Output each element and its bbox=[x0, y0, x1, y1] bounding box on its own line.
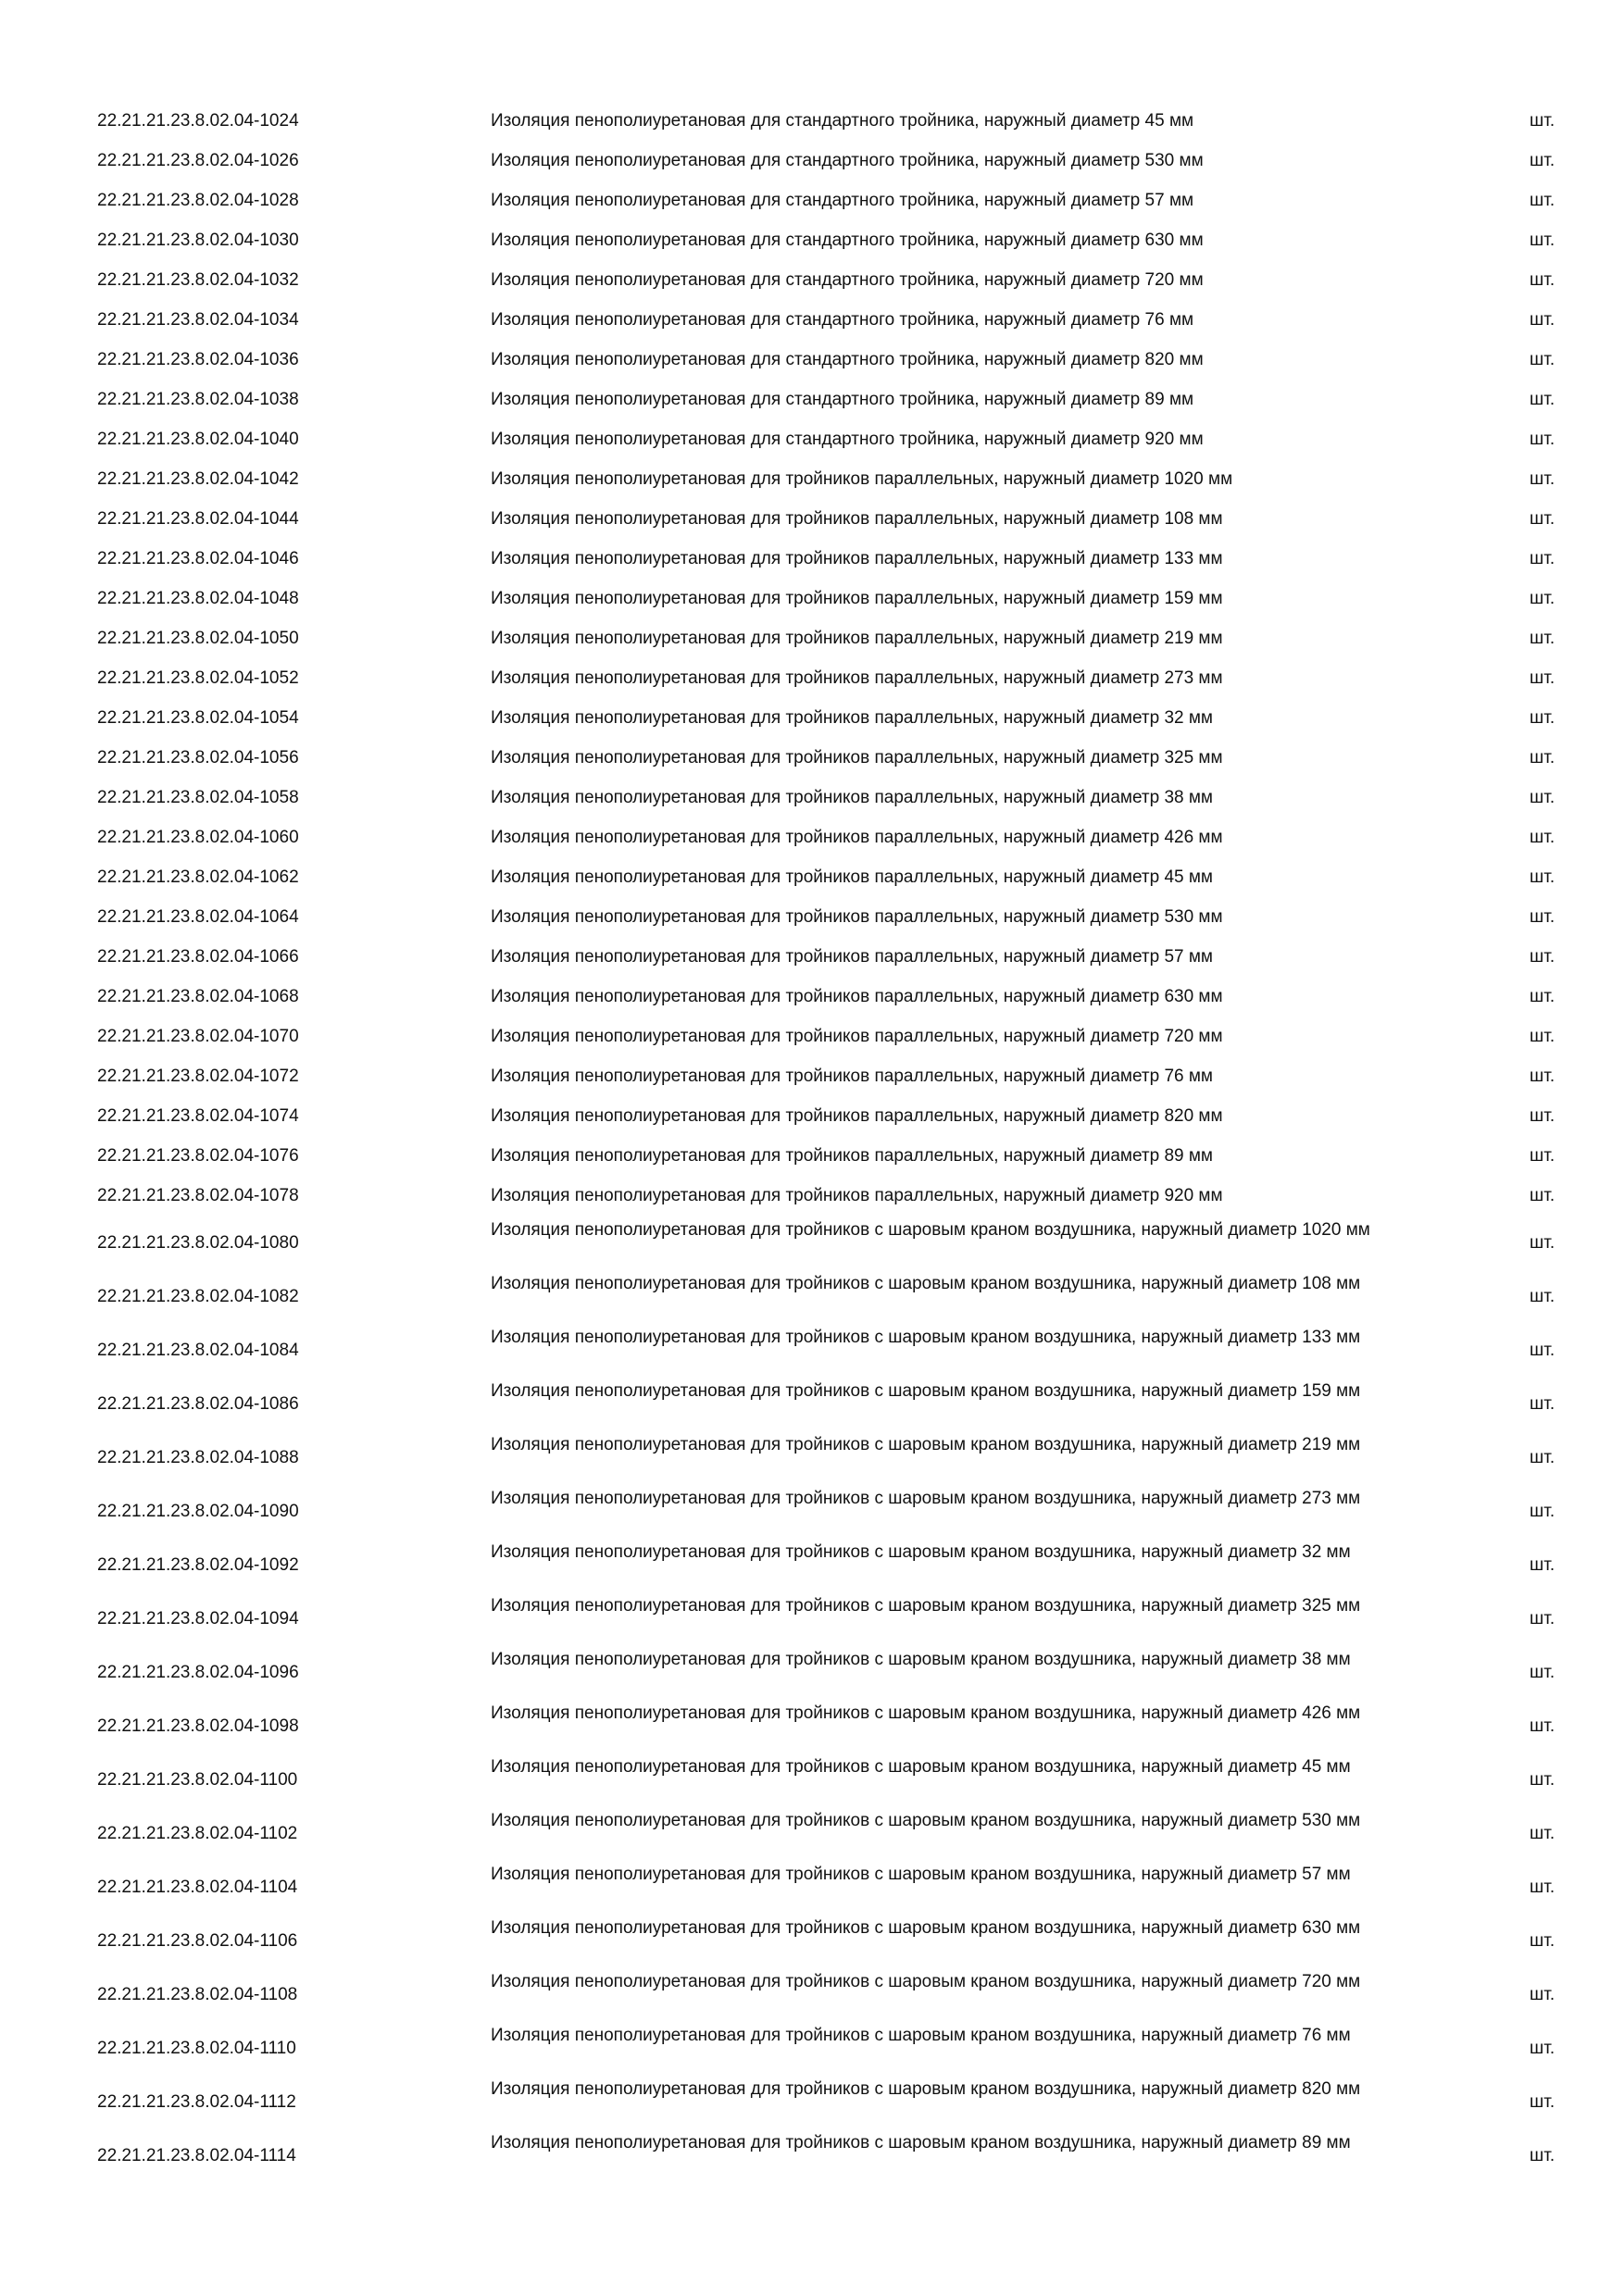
item-description: Изоляция пенополиуретановая для тройников параллельных, наружный диаметр 159 мм bbox=[491, 589, 1223, 608]
item-unit: шт. bbox=[1530, 1663, 1555, 1682]
table-row bbox=[0, 1177, 1624, 1217]
table-row bbox=[0, 699, 1624, 739]
item-unit: шт. bbox=[1530, 1233, 1555, 1253]
table-body bbox=[0, 102, 1624, 2183]
item-description: Изоляция пенополиуретановая для тройников с шаровым краном воздушника, наружный диаметр 820 мм bbox=[491, 2079, 1361, 2099]
item-unit: шт. bbox=[1530, 1287, 1555, 1306]
table-row bbox=[0, 978, 1624, 1017]
item-code: 22.21.21.23.8.02.04-1076 bbox=[97, 1146, 299, 1166]
item-code: 22.21.21.23.8.02.04-1062 bbox=[97, 867, 299, 887]
item-unit: шт. bbox=[1530, 947, 1555, 967]
table-row bbox=[0, 619, 1624, 659]
table-row bbox=[0, 500, 1624, 540]
item-code: 22.21.21.23.8.02.04-1060 bbox=[97, 828, 299, 847]
item-description: Изоляция пенополиуретановая для тройников параллельных, наружный диаметр 219 мм bbox=[491, 629, 1223, 648]
item-description: Изоляция пенополиуретановая для стандартного тройника, наружный диаметр 76 мм bbox=[491, 310, 1194, 330]
item-code: 22.21.21.23.8.02.04-1078 bbox=[97, 1186, 299, 1205]
item-code: 22.21.21.23.8.02.04-1044 bbox=[97, 509, 299, 529]
table-row bbox=[0, 1217, 1624, 1270]
table-row bbox=[0, 1968, 1624, 2022]
item-code: 22.21.21.23.8.02.04-1064 bbox=[97, 907, 299, 927]
item-code: 22.21.21.23.8.02.04-1104 bbox=[97, 1878, 298, 1897]
item-unit: шт. bbox=[1530, 2039, 1555, 2058]
item-code: 22.21.21.23.8.02.04-1056 bbox=[97, 748, 299, 767]
item-description: Изоляция пенополиуретановая для тройников с шаровым краном воздушника, наружный диаметр 159 мм bbox=[491, 1381, 1361, 1401]
item-unit: шт. bbox=[1530, 987, 1555, 1006]
item-unit: шт. bbox=[1530, 1502, 1555, 1521]
item-unit: шт. bbox=[1530, 1027, 1555, 1046]
item-code: 22.21.21.23.8.02.04-1028 bbox=[97, 191, 299, 210]
item-unit: шт. bbox=[1530, 191, 1555, 210]
item-description: Изоляция пенополиуретановая для тройников с шаровым краном воздушника, наружный диаметр 89 мм bbox=[491, 2133, 1351, 2152]
item-unit: шт. bbox=[1530, 1448, 1555, 1467]
item-code: 22.21.21.23.8.02.04-1052 bbox=[97, 668, 299, 688]
item-code: 22.21.21.23.8.02.04-1030 bbox=[97, 231, 299, 250]
item-code: 22.21.21.23.8.02.04-1088 bbox=[97, 1448, 299, 1467]
table-row bbox=[0, 381, 1624, 420]
table-row bbox=[0, 2129, 1624, 2183]
table-row bbox=[0, 2022, 1624, 2076]
item-unit: шт. bbox=[1530, 668, 1555, 688]
item-unit: шт. bbox=[1530, 1609, 1555, 1628]
item-description: Изоляция пенополиуретановая для тройников параллельных, наружный диаметр 720 мм bbox=[491, 1027, 1223, 1046]
item-unit: шт. bbox=[1530, 788, 1555, 807]
table-row bbox=[0, 1807, 1624, 1861]
item-unit: шт. bbox=[1530, 231, 1555, 250]
item-unit: шт. bbox=[1530, 1555, 1555, 1575]
table-row bbox=[0, 1324, 1624, 1378]
item-unit: шт. bbox=[1530, 1146, 1555, 1166]
item-description: Изоляция пенополиуретановая для тройников параллельных, наружный диаметр 45 мм bbox=[491, 867, 1213, 887]
item-description: Изоляция пенополиуретановая для стандартного тройника, наружный диаметр 530 мм bbox=[491, 151, 1204, 170]
item-unit: шт. bbox=[1530, 1931, 1555, 1951]
item-code: 22.21.21.23.8.02.04-1074 bbox=[97, 1106, 299, 1126]
item-code: 22.21.21.23.8.02.04-1050 bbox=[97, 629, 299, 648]
table-row bbox=[0, 1097, 1624, 1137]
item-description: Изоляция пенополиуретановая для тройников параллельных, наружный диаметр 530 мм bbox=[491, 907, 1223, 927]
item-code: 22.21.21.23.8.02.04-1042 bbox=[97, 469, 299, 489]
table-row bbox=[0, 420, 1624, 460]
item-unit: шт. bbox=[1530, 907, 1555, 927]
item-unit: шт. bbox=[1530, 390, 1555, 409]
table-row bbox=[0, 1915, 1624, 1968]
item-unit: шт. bbox=[1530, 589, 1555, 608]
item-code: 22.21.21.23.8.02.04-1114 bbox=[97, 2146, 296, 2165]
item-description: Изоляция пенополиуретановая для тройников с шаровым краном воздушника, наружный диаметр 530 мм bbox=[491, 1811, 1361, 1830]
item-description: Изоляция пенополиуретановая для стандартного тройника, наружный диаметр 630 мм bbox=[491, 231, 1204, 250]
item-description: Изоляция пенополиуретановая для тройников с шаровым краном воздушника, наружный диаметр 57 мм bbox=[491, 1865, 1351, 1884]
item-code: 22.21.21.23.8.02.04-1098 bbox=[97, 1716, 299, 1736]
item-description: Изоляция пенополиуретановая для тройников с шаровым краном воздушника, наружный диаметр 133 мм bbox=[491, 1328, 1361, 1347]
item-unit: шт. bbox=[1530, 708, 1555, 728]
item-code: 22.21.21.23.8.02.04-1102 bbox=[97, 1824, 298, 1843]
table-row bbox=[0, 938, 1624, 978]
item-unit: шт. bbox=[1530, 1824, 1555, 1843]
item-description: Изоляция пенополиуретановая для тройников параллельных, наружный диаметр 89 мм bbox=[491, 1146, 1213, 1166]
table-row bbox=[0, 858, 1624, 898]
table-row bbox=[0, 142, 1624, 181]
table-row bbox=[0, 460, 1624, 500]
table-row bbox=[0, 1646, 1624, 1700]
table-row bbox=[0, 181, 1624, 221]
table-row bbox=[0, 1485, 1624, 1539]
item-description: Изоляция пенополиуретановая для стандартного тройника, наружный диаметр 920 мм bbox=[491, 430, 1204, 449]
item-unit: шт. bbox=[1530, 2092, 1555, 2112]
table-row bbox=[0, 102, 1624, 142]
item-code: 22.21.21.23.8.02.04-1040 bbox=[97, 430, 299, 449]
item-code: 22.21.21.23.8.02.04-1058 bbox=[97, 788, 299, 807]
item-description: Изоляция пенополиуретановая для тройников параллельных, наружный диаметр 1020 мм bbox=[491, 469, 1233, 489]
item-description: Изоляция пенополиуретановая для тройников параллельных, наружный диаметр 133 мм bbox=[491, 549, 1223, 568]
item-code: 22.21.21.23.8.02.04-1090 bbox=[97, 1502, 299, 1521]
item-description: Изоляция пенополиуретановая для тройников параллельных, наружный диаметр 32 мм bbox=[491, 708, 1213, 728]
table-row bbox=[0, 301, 1624, 341]
item-unit: шт. bbox=[1530, 509, 1555, 529]
table-row bbox=[0, 739, 1624, 779]
item-unit: шт. bbox=[1530, 430, 1555, 449]
item-code: 22.21.21.23.8.02.04-1108 bbox=[97, 1985, 298, 2004]
item-code: 22.21.21.23.8.02.04-1084 bbox=[97, 1341, 299, 1360]
item-description: Изоляция пенополиуретановая для тройников с шаровым краном воздушника, наружный диаметр 108 мм bbox=[491, 1274, 1361, 1293]
item-description: Изоляция пенополиуретановая для тройников параллельных, наружный диаметр 273 мм bbox=[491, 668, 1223, 688]
item-description: Изоляция пенополиуретановая для стандартного тройника, наружный диаметр 720 мм bbox=[491, 270, 1204, 290]
item-unit: шт. bbox=[1530, 1770, 1555, 1790]
item-unit: шт. bbox=[1530, 549, 1555, 568]
item-description: Изоляция пенополиуретановая для тройников с шаровым краном воздушника, наружный диаметр 273 мм bbox=[491, 1489, 1361, 1508]
table-row bbox=[0, 221, 1624, 261]
item-unit: шт. bbox=[1530, 1394, 1555, 1414]
table-row bbox=[0, 1137, 1624, 1177]
item-description: Изоляция пенополиуретановая для тройников параллельных, наружный диаметр 57 мм bbox=[491, 947, 1213, 967]
item-description: Изоляция пенополиуретановая для тройников с шаровым краном воздушника, наружный диаметр 630 мм bbox=[491, 1918, 1361, 1938]
item-unit: шт. bbox=[1530, 748, 1555, 767]
item-unit: шт. bbox=[1530, 2146, 1555, 2165]
table-row bbox=[0, 1539, 1624, 1592]
item-description: Изоляция пенополиуретановая для тройников с шаровым краном воздушника, наружный диаметр 219 мм bbox=[491, 1435, 1361, 1454]
item-code: 22.21.21.23.8.02.04-1106 bbox=[97, 1931, 298, 1951]
item-code: 22.21.21.23.8.02.04-1046 bbox=[97, 549, 299, 568]
item-description: Изоляция пенополиуретановая для тройников с шаровым краном воздушника, наружный диаметр 76 мм bbox=[491, 2026, 1351, 2045]
item-code: 22.21.21.23.8.02.04-1034 bbox=[97, 310, 299, 330]
table-row bbox=[0, 1700, 1624, 1753]
item-description: Изоляция пенополиуретановая для тройников с шаровым краном воздушника, наружный диаметр 32 мм bbox=[491, 1542, 1351, 1562]
table-row bbox=[0, 818, 1624, 858]
item-code: 22.21.21.23.8.02.04-1032 bbox=[97, 270, 299, 290]
item-unit: шт. bbox=[1530, 1106, 1555, 1126]
item-code: 22.21.21.23.8.02.04-1072 bbox=[97, 1067, 299, 1086]
item-unit: шт. bbox=[1530, 1716, 1555, 1736]
table-row bbox=[0, 1378, 1624, 1431]
item-code: 22.21.21.23.8.02.04-1086 bbox=[97, 1394, 299, 1414]
item-code: 22.21.21.23.8.02.04-1092 bbox=[97, 1555, 299, 1575]
item-code: 22.21.21.23.8.02.04-1110 bbox=[97, 2039, 296, 2058]
item-code: 22.21.21.23.8.02.04-1112 bbox=[97, 2092, 296, 2112]
item-unit: шт. bbox=[1530, 310, 1555, 330]
item-description: Изоляция пенополиуретановая для тройников параллельных, наружный диаметр 76 мм bbox=[491, 1067, 1213, 1086]
table-row bbox=[0, 2076, 1624, 2129]
item-description: Изоляция пенополиуретановая для тройников с шаровым краном воздушника, наружный диаметр 325 мм bbox=[491, 1596, 1361, 1616]
item-description: Изоляция пенополиуретановая для тройников параллельных, наружный диаметр 38 мм bbox=[491, 788, 1213, 807]
item-unit: шт. bbox=[1530, 270, 1555, 290]
table-row bbox=[0, 580, 1624, 619]
item-code: 22.21.21.23.8.02.04-1080 bbox=[97, 1233, 299, 1253]
item-code: 22.21.21.23.8.02.04-1066 bbox=[97, 947, 299, 967]
item-description: Изоляция пенополиуретановая для тройников с шаровым краном воздушника, наружный диаметр 426 мм bbox=[491, 1703, 1361, 1723]
item-unit: шт. bbox=[1530, 350, 1555, 369]
item-description: Изоляция пенополиуретановая для тройников параллельных, наружный диаметр 426 мм bbox=[491, 828, 1223, 847]
item-description: Изоляция пенополиуретановая для тройников с шаровым краном воздушника, наружный диаметр 1020 мм bbox=[491, 1220, 1370, 1240]
item-unit: шт. bbox=[1530, 828, 1555, 847]
item-code: 22.21.21.23.8.02.04-1036 bbox=[97, 350, 299, 369]
item-description: Изоляция пенополиуретановая для тройников с шаровым краном воздушника, наружный диаметр 45 мм bbox=[491, 1757, 1351, 1777]
table-row bbox=[0, 1861, 1624, 1915]
table-row bbox=[0, 1431, 1624, 1485]
item-description: Изоляция пенополиуретановая для тройников с шаровым краном воздушника, наружный диаметр 38 мм bbox=[491, 1650, 1351, 1669]
item-unit: шт. bbox=[1530, 1341, 1555, 1360]
table-row bbox=[0, 1592, 1624, 1646]
item-code: 22.21.21.23.8.02.04-1026 bbox=[97, 151, 299, 170]
item-code: 22.21.21.23.8.02.04-1038 bbox=[97, 390, 299, 409]
item-unit: шт. bbox=[1530, 867, 1555, 887]
table-row bbox=[0, 261, 1624, 301]
item-description: Изоляция пенополиуретановая для тройников с шаровым краном воздушника, наружный диаметр 720 мм bbox=[491, 1972, 1361, 1991]
item-code: 22.21.21.23.8.02.04-1100 bbox=[97, 1770, 298, 1790]
item-unit: шт. bbox=[1530, 111, 1555, 131]
item-code: 22.21.21.23.8.02.04-1070 bbox=[97, 1027, 299, 1046]
item-description: Изоляция пенополиуретановая для тройников параллельных, наружный диаметр 630 мм bbox=[491, 987, 1223, 1006]
item-unit: шт. bbox=[1530, 469, 1555, 489]
item-unit: шт. bbox=[1530, 1985, 1555, 2004]
item-unit: шт. bbox=[1530, 1186, 1555, 1205]
item-code: 22.21.21.23.8.02.04-1082 bbox=[97, 1287, 299, 1306]
table-row bbox=[0, 540, 1624, 580]
item-code: 22.21.21.23.8.02.04-1048 bbox=[97, 589, 299, 608]
table-row bbox=[0, 1753, 1624, 1807]
table-row bbox=[0, 779, 1624, 818]
item-description: Изоляция пенополиуретановая для стандартного тройника, наружный диаметр 45 мм bbox=[491, 111, 1194, 131]
item-code: 22.21.21.23.8.02.04-1094 bbox=[97, 1609, 299, 1628]
item-description: Изоляция пенополиуретановая для тройников параллельных, наружный диаметр 920 мм bbox=[491, 1186, 1223, 1205]
item-description: Изоляция пенополиуретановая для стандартного тройника, наружный диаметр 57 мм bbox=[491, 191, 1194, 210]
item-unit: шт. bbox=[1530, 1067, 1555, 1086]
item-unit: шт. bbox=[1530, 151, 1555, 170]
item-code: 22.21.21.23.8.02.04-1024 bbox=[97, 111, 299, 131]
table-row bbox=[0, 1017, 1624, 1057]
table-row bbox=[0, 341, 1624, 381]
item-code: 22.21.21.23.8.02.04-1096 bbox=[97, 1663, 299, 1682]
table-row bbox=[0, 659, 1624, 699]
item-unit: шт. bbox=[1530, 629, 1555, 648]
item-code: 22.21.21.23.8.02.04-1054 bbox=[97, 708, 299, 728]
item-unit: шт. bbox=[1530, 1878, 1555, 1897]
item-description: Изоляция пенополиуретановая для стандартного тройника, наружный диаметр 89 мм bbox=[491, 390, 1194, 409]
item-description: Изоляция пенополиуретановая для тройников параллельных, наружный диаметр 325 мм bbox=[491, 748, 1223, 767]
table-row bbox=[0, 898, 1624, 938]
table-row bbox=[0, 1057, 1624, 1097]
item-description: Изоляция пенополиуретановая для стандартного тройника, наружный диаметр 820 мм bbox=[491, 350, 1204, 369]
item-description: Изоляция пенополиуретановая для тройников параллельных, наружный диаметр 108 мм bbox=[491, 509, 1223, 529]
item-description: Изоляция пенополиуретановая для тройников параллельных, наружный диаметр 820 мм bbox=[491, 1106, 1223, 1126]
table-row bbox=[0, 1270, 1624, 1324]
item-code: 22.21.21.23.8.02.04-1068 bbox=[97, 987, 299, 1006]
